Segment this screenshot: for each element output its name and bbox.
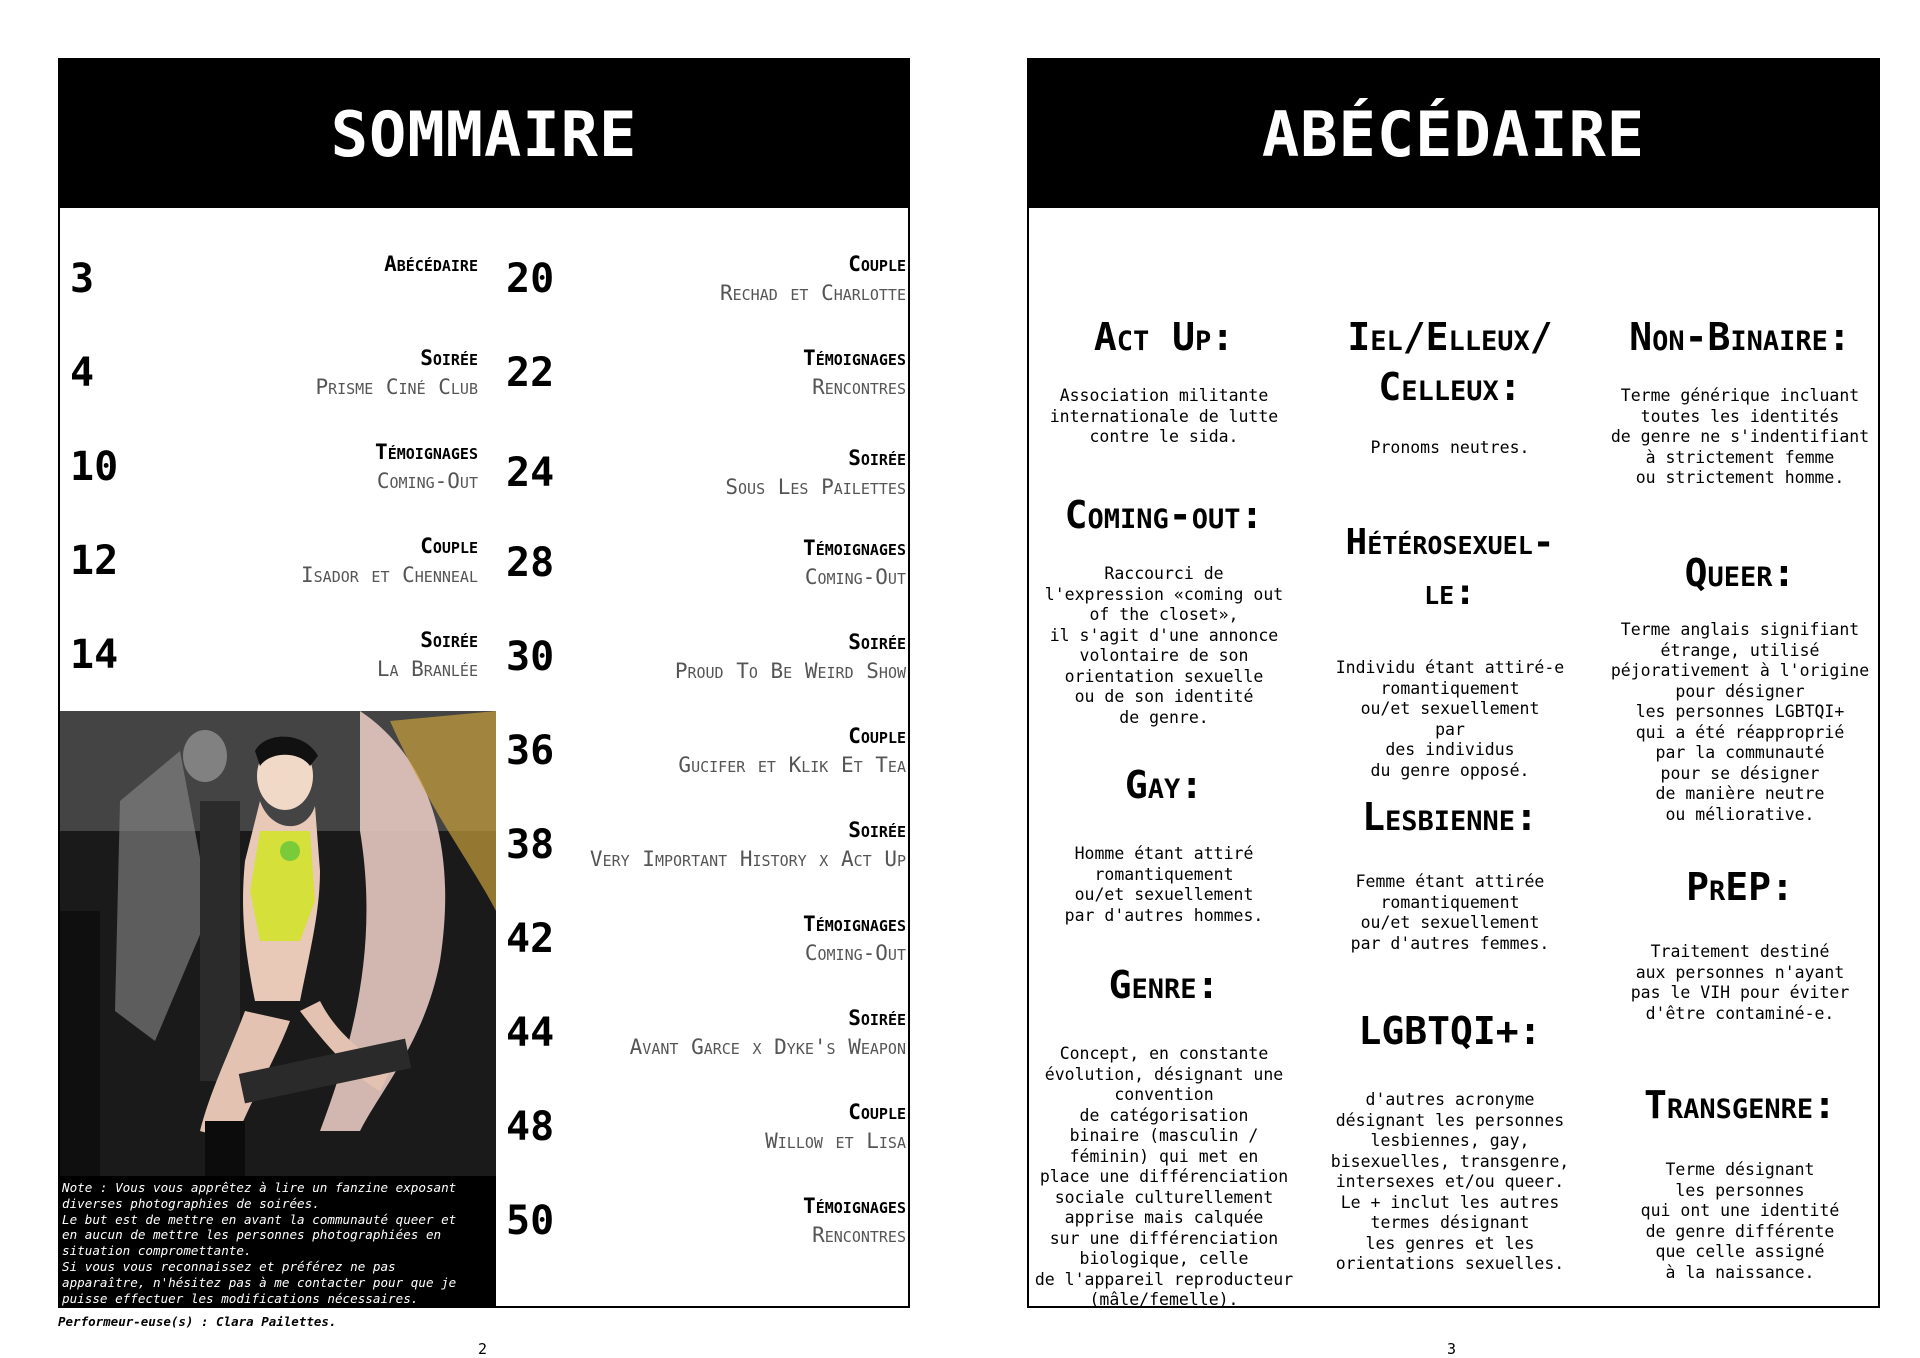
abecedaire-page: [1027, 58, 1880, 1308]
glossary-entry: [1605, 1080, 1875, 1283]
toc-subtitle: Willow et Lisa: [765, 1129, 906, 1153]
note-line: diverses photographies de soirées.: [62, 1195, 320, 1211]
glossary-entry: [1033, 960, 1295, 1311]
sommaire-title: SOMMAIRE: [60, 60, 908, 208]
glossary-definition: Raccourci de l'expression «coming out of the closet», il s'agit d'une annonce volontaire de son orientation sexuelle ou de son identité de genre.: [1044, 564, 1284, 727]
glossary-term: Lesbienne:: [1362, 795, 1538, 839]
toc-entry[interactable]: [70, 250, 478, 330]
glossary-term: Genre:: [1108, 963, 1220, 1007]
toc-category: Soirée: [848, 630, 906, 654]
toc-category: Couple: [848, 1100, 906, 1124]
glossary-term: Transgenre:: [1643, 1083, 1837, 1127]
glossary-term: PrEP:: [1686, 865, 1794, 909]
toc-page-number: 3: [70, 256, 95, 302]
toc-category: Soirée: [848, 818, 906, 842]
toc-page-number: 42: [506, 916, 555, 962]
glossary-entry: [1033, 490, 1295, 728]
toc-entry[interactable]: [506, 722, 906, 802]
toc-subtitle: Coming-Out: [376, 469, 478, 493]
glossary-entry: [1033, 312, 1295, 448]
toc-entry[interactable]: [506, 816, 906, 896]
glossary-term: Act Up:: [1093, 315, 1235, 359]
toc-category: Témoignages: [803, 1194, 906, 1218]
toc-right-column: [506, 250, 906, 1290]
glossary-entry: [1605, 312, 1875, 489]
glossary-term: LGBTQI+:: [1358, 1009, 1542, 1053]
toc-page-number: 36: [506, 728, 555, 774]
toc-page-number: 20: [506, 256, 555, 302]
note-line: Note : Vous vous apprêtez à lire un fanzine exposant: [62, 1180, 457, 1195]
toc-category: Témoignages: [803, 536, 906, 560]
page-number-right: 3: [1447, 1340, 1457, 1358]
abecedaire-title: ABÉCÉDAIRE: [1029, 60, 1878, 208]
toc-subtitle: Isador et Chenneal: [300, 563, 478, 587]
glossary-term: Iel/Elleux/ Celleux:: [1347, 315, 1553, 409]
toc-entry[interactable]: [506, 444, 906, 524]
toc-entry[interactable]: [506, 250, 906, 330]
glossary-entry: [1605, 862, 1875, 1024]
glossary-definition: Terme désignant les personnes qui ont une identité de genre différente que celle assigné à la naissance.: [1640, 1160, 1840, 1282]
toc-subtitle: Proud To Be Weird Show: [674, 659, 906, 683]
glossary-definition: Concept, en constante évolution, désignant une convention de catégorisation binaire (masculin / féminin) qui met en place une différenciation sociale culturellement apprise mais calquée sur une différenciation biologique, celle de l'appareil reproducteur (mâle/femelle).: [1034, 1044, 1294, 1309]
glossary-entry: [1319, 792, 1581, 954]
glossary-entry: [1319, 312, 1581, 459]
toc-entry[interactable]: [506, 628, 906, 708]
glossary-entry: [1033, 760, 1295, 926]
glossary-definition: Individu étant attiré-e romantiquement ou/et sexuellement par des individus du genre opposé.: [1335, 658, 1565, 780]
note-line: Si vous vous reconnaissez et préférez ne pas: [62, 1258, 396, 1274]
toc-entry[interactable]: [70, 626, 478, 706]
glossary-term: Coming-out:: [1064, 493, 1264, 537]
glossary-definition: Traitement destiné aux personnes n'ayant pas le VIH pour éviter d'être contaminé-e.: [1630, 942, 1850, 1023]
toc-page-number: 28: [506, 540, 555, 586]
toc-category: Témoignages: [375, 440, 478, 464]
glossary-term: Gay:: [1124, 763, 1204, 807]
toc-subtitle: Prisme Ciné Club: [315, 375, 478, 399]
glossary-definition: Terme générique incluant toutes les identités de genre ne s'indentifiant à strictement femme ou strictement homme.: [1610, 386, 1870, 487]
toc-page-number: 48: [506, 1104, 555, 1150]
toc-subtitle: Gucifer et Klik Et Tea: [678, 753, 906, 777]
glossary-entry: [1319, 518, 1581, 781]
toc-category: Abécédaire: [384, 252, 478, 276]
toc-page-number: 24: [506, 450, 555, 496]
toc-category: Couple: [848, 724, 906, 748]
toc-page-number: 38: [506, 822, 555, 868]
toc-subtitle: Very Important History x Act Up: [589, 847, 906, 871]
photo-credit: Performeur-euse(s) : Clara Pailettes.: [58, 1314, 337, 1329]
toc-page-number: 12: [70, 538, 119, 584]
glossary-definition: Pronoms neutres.: [1370, 438, 1530, 457]
note-line: Le but est de mettre en avant la communauté queer et: [62, 1211, 457, 1227]
glossary-definition: Association militante internationale de lutte contre le sida.: [1049, 386, 1279, 446]
toc-category: Soirée: [848, 446, 906, 470]
toc-page-number: 10: [70, 444, 119, 490]
toc-entry[interactable]: [506, 534, 906, 614]
performer-photo: [60, 711, 496, 1176]
toc-entry[interactable]: [70, 344, 478, 424]
toc-category: Couple: [848, 252, 906, 276]
toc-left-column: [70, 250, 478, 770]
toc-page-number: 22: [506, 350, 555, 396]
disclaimer-note: [60, 1176, 496, 1308]
toc-entry[interactable]: [506, 910, 906, 990]
toc-subtitle: La Branlée: [376, 657, 478, 681]
toc-subtitle: Coming-Out: [804, 941, 906, 965]
note-line: puisse effectuer les modifications nécessaires.: [62, 1290, 419, 1306]
glossary-definition: d'autres acronyme désignant les personnes lesbiennes, gay, bisexuelles, transgenre, intersexes et/ou queer. Le + inclut les autres termes désignant les genres et les orientations sexuelles.: [1330, 1090, 1570, 1273]
toc-category: Soirée: [420, 628, 478, 652]
toc-entry[interactable]: [70, 438, 478, 518]
glossary-term: Queer:: [1684, 551, 1796, 595]
page-number-left: 2: [478, 1340, 488, 1358]
toc-page-number: 30: [506, 634, 555, 680]
toc-page-number: 44: [506, 1010, 555, 1056]
toc-category: Témoignages: [803, 346, 906, 370]
note-line: apparaître, n'hésitez pas à me contacter pour que je: [62, 1274, 457, 1290]
toc-subtitle: Rechad et Charlotte: [719, 281, 906, 305]
glossary-term: Non-Binaire:: [1629, 315, 1851, 359]
toc-page-number: 14: [70, 632, 119, 678]
toc-subtitle: Sous Les Pailettes: [725, 475, 906, 499]
note-line: en aucun de mettre les personnes photographiées en: [62, 1227, 442, 1243]
toc-entry[interactable]: [70, 532, 478, 612]
sommaire-page: [58, 58, 910, 1308]
toc-entry[interactable]: [506, 1192, 906, 1272]
note-line: situation compromettante.: [62, 1243, 252, 1259]
glossary-term: Hétérosexuel- le:: [1345, 522, 1555, 613]
toc-category: Témoignages: [803, 912, 906, 936]
toc-subtitle: Rencontres: [812, 375, 906, 399]
toc-entry[interactable]: [506, 1004, 906, 1084]
glossary-entry: [1319, 1006, 1581, 1275]
glossary-definition: Homme étant attiré romantiquement ou/et sexuellement par d'autres hommes.: [1064, 844, 1264, 925]
glossary-entry: [1605, 548, 1875, 825]
toc-category: Couple: [420, 534, 478, 558]
toc-page-number: 50: [506, 1198, 555, 1244]
toc-subtitle: Coming-Out: [804, 565, 906, 589]
toc-page-number: 4: [70, 350, 95, 396]
glossary-definition: Terme anglais signifiant étrange, utilisé péjorativement à l'origine pour désigner les personnes LGBTQI+ qui a été réapproprié par la communauté pour se désigner de manière neutre ou méliorative.: [1610, 620, 1870, 824]
toc-entry[interactable]: [506, 1098, 906, 1178]
toc-subtitle: Rencontres: [812, 1223, 906, 1247]
toc-category: Soirée: [848, 1006, 906, 1030]
toc-category: Soirée: [420, 346, 478, 370]
toc-subtitle: Avant Garce x Dyke's Weapon: [629, 1035, 906, 1059]
glossary-definition: Femme étant attirée romantiquement ou/et sexuellement par d'autres femmes.: [1350, 872, 1550, 953]
toc-entry[interactable]: [506, 344, 906, 424]
